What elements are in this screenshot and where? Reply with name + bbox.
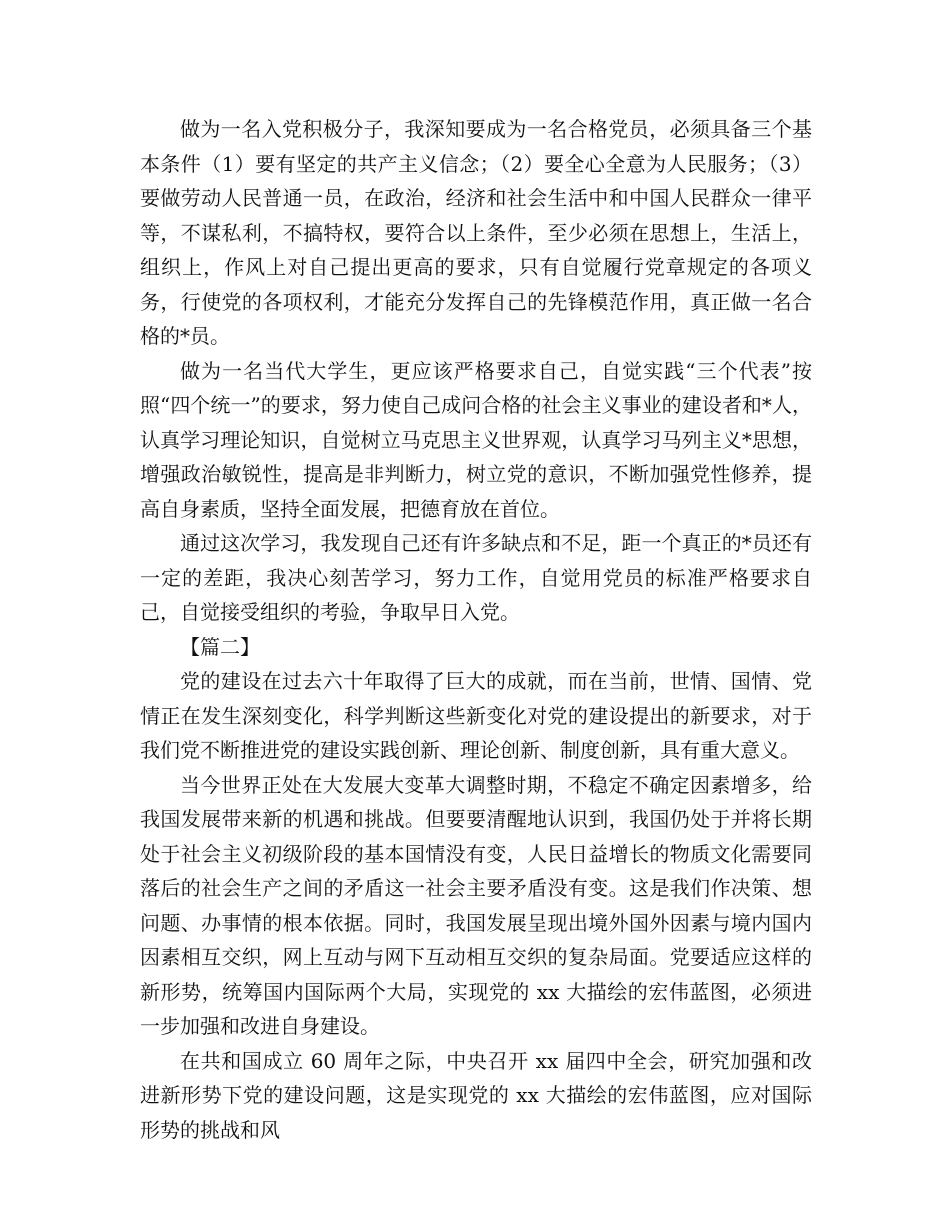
document-page (140, 112, 812, 1147)
paragraph-1: 做为一名入党积极分子，我深知要成为一名合格党员，必须具备三个基本条件（1）要有坚定的共产主义信念；（2）要全心全意为人民服务；（3）要做劳动人民普通一员，在政治，经济和社会生活中和中国人民群众一律平等，不谋私利，不搞特权，要符合以上条件，至少必须在思想上，生活上，组织上，作风上对自己提出更高的要求，只有自觉履行党章规定的各项义务，行使党的各项权利，才能充分发挥自己的先锋模范作用，真正做一名合格的*员。 (140, 117, 812, 348)
paragraph-2: 做为一名当代大学生，更应该严格要求自己，自觉实践“三个代表”按照“四个统一”的要求，努力使自己成问合格的社会主义事业的建设者和*人，认真学习理论知识，自觉树立马克思主义世界观，认真学习马列主义*思想，增强政治敏锐性，提高是非判断力，树立党的意识，不断加强党性修养，提高自身素质，坚持全面发展，把德育放在首位。 (140, 358, 812, 521)
paragraph-3: 通过这次学习，我发现自己还有许多缺点和不足，距一个真正的*员还有一定的差距，我决心刻苦学习，努力工作，自觉用党员的标准严格要求自己，自觉接受组织的考验，争取早日入党。 (140, 531, 812, 624)
paragraph-6: 在共和国成立 60 周年之际，中央召开 xx 届四中全会，研究加强和改进新形势下党的建设问题，这是实现党的 xx 大描绘的宏伟蓝图，应对国际形势的挑战和风 (140, 1048, 812, 1142)
paragraph-4: 党的建设在过去六十年取得了巨大的成就，而在当前，世情、国情、党情正在发生深刻变化，科学判断这些新变化对党的建设提出的新要求，对于我们党不断推进党的建设实践创新、理论创新、制度创新，具有重大意义。 (140, 669, 812, 762)
paragraph-5: 当今世界正处在大发展大变革大调整时期，不稳定不确定因素增多，给我国发展带来新的机遇和挑战。但要要清醒地认识到，我国仍处于并将长期处于社会主义初级阶段的基本国情没有变，人民日益增长的物质文化需要同落后的社会生产之间的矛盾这一社会主要矛盾没有变。这是我们作决策、想问题、办事情的根本依据。同时，我国发展呈现出境外国外因素与境内国内因素相互交织，网上互动与网下互动相互交织的复杂局面。党要适应这样的新形势，统筹国内国际两个大局，实现党的 xx 大描绘的宏伟蓝图，必须进一步加强和改进自身建设。 (140, 772, 812, 1038)
section-heading: 【篇二】 (180, 634, 260, 659)
